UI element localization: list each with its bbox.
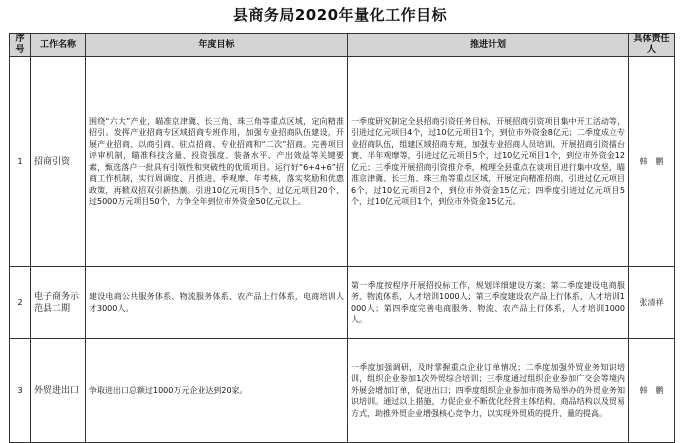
- table-row: [10, 267, 675, 339]
- row-goal: 围绕“六大”产业，瞄准京津冀、长三角、珠三角等重点区域，定向精准招引。发挥产业招商专区域招商专班作用，加强专业招商队伍建设，开展产业招商、以商引商、驻点招商、专业招商和“二次”招商。完善项目评审机制，瞄准科技含量、投资强度、装备水平、产出效益等关键要素，甄选落户一批具有引领性和突破性的优质项目。运行好“6+4+6”招商工作机制，实行周调度、月推进、季观摩、年考核，落实奖励和优惠政策，再掀双招双引新热潮。引进10亿元项目5个、过亿元项目20个、过5000万元项目50个，力争全年到位市外资金50亿元以上。: [86, 57, 348, 267]
- row-num: 1: [10, 57, 31, 267]
- row-goal: 争取进出口总额过1000万元企业达到20家。: [86, 339, 348, 443]
- header-person: 具体责任人: [629, 34, 675, 57]
- table-row: [10, 57, 675, 267]
- goals-table: [9, 33, 675, 443]
- row-num: 2: [10, 267, 31, 339]
- row-goal: 建设电商公共服务体系、物流服务体系、农产品上行体系，电商培训人才3000人。: [86, 267, 348, 339]
- row-plan: 第一季度按程序开展招投标工作，规划详细建设方案；第二季度建设电商服务、物流体系，人才培训1000人；第三季度建设农产品上行体系，人才培训1000人；第四季度完善电商服务、物流、农产品上行体系，人才培训1000人。: [348, 267, 629, 339]
- row-name: 招商引资: [31, 57, 86, 267]
- header-num: 序号: [10, 34, 31, 57]
- table-row: [10, 339, 675, 443]
- row-name: 电子商务示范县二期: [31, 267, 86, 339]
- row-num: 3: [10, 339, 31, 443]
- row-plan: 一季度加强调研，及时掌握重点企业订单情况；二季度加强外贸业务知识培训，组织企业参加1次外贸综合培训；三季度通过组织企业参加广交会等境内外展会增加订单，促进出口；四季度组织企业参加市商务局举办的外贸业务知识培训。通过以上措施，力促企业不断优化经营主体结构、商品结构以及贸易方式，助推外贸企业增强核心竞争力，以实现外贸质的提升、量的提高。: [348, 339, 629, 443]
- row-person: 张清祥: [629, 267, 675, 339]
- header-name: 工作名称: [31, 34, 86, 57]
- header-goal: 年度目标: [86, 34, 348, 57]
- page-title: 县商务局2020年量化工作目标: [232, 6, 448, 24]
- row-name: 外贸进出口: [31, 339, 86, 443]
- row-person: 韩 鹏: [629, 339, 675, 443]
- row-plan: 一季度研究制定全县招商引资任务目标，开展招商引资项目集中开工活动等，引进过亿元项目4个，过10亿元项目1个，到位市外资金8亿元；二季度成立专业招商队伍，组建区域招商专班，加强专业招商人员培训，开展招商引资擂台赛、半年观摩等，引进过亿元项目5个，过10亿元项目1个，到位市外资金12亿元；三季度开展招商引资推介季，梳理全县重点在谈项目进行集中攻坚，瞄准京津冀、长三角、珠三角等重点区域，开展定向精准招商，引进过亿元项目6个，过10亿元项目2个，到位市外资金15亿元；四季度引进过亿元项目5个，过10亿元项目1个，到位市外资金15亿元。: [348, 57, 629, 267]
- row-person: 韩 鹏: [629, 57, 675, 267]
- header-plan: 推进计划: [348, 34, 629, 57]
- table-header-row: [10, 34, 675, 57]
